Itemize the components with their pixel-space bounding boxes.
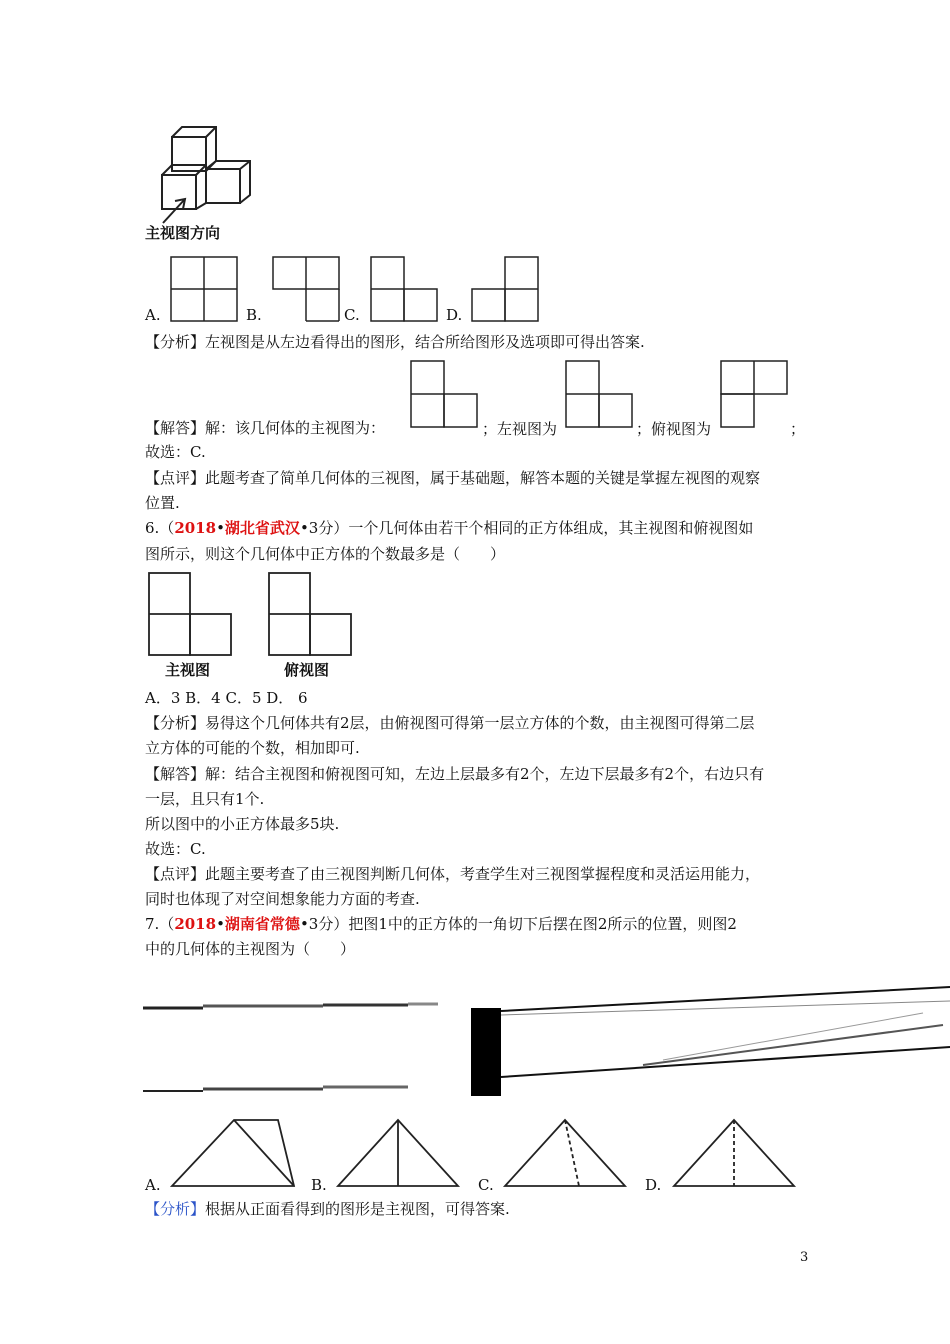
q5-option-b-label: B. bbox=[246, 306, 262, 324]
q6-solution-2: 一层，且只有1个. bbox=[145, 790, 265, 808]
q5-solution-prefix: 【解答】解：该几何体的主视图为： bbox=[145, 419, 386, 437]
q6-solution-1: 【解答】解：结合主视图和俯视图可知，左边上层最多有2个，左边下层最多有2个，右边只有 bbox=[145, 765, 765, 783]
q7-text-2: 中的几何体的主视图为（ ） bbox=[145, 940, 356, 958]
q6-score: •3分） bbox=[299, 519, 349, 537]
q7-option-a-figure bbox=[170, 1118, 300, 1190]
q6-comment-1: 【点评】此题主要考查了由三视图判断几何体，考查学生对三视图掌握程度和灵活运用能力， bbox=[145, 865, 761, 883]
q5-comment-2: 位置. bbox=[145, 494, 180, 512]
q7-analysis-text: 根据从正面看得到的图形是主视图，可得答案. bbox=[205, 1200, 510, 1218]
q6-main-view-caption: 主视图 bbox=[165, 661, 211, 679]
q6-top-view-figure bbox=[268, 572, 353, 657]
q5-option-d-figure bbox=[471, 256, 541, 322]
q7-option-b-figure bbox=[336, 1118, 466, 1190]
q7-analysis bbox=[145, 1199, 510, 1219]
q5-analysis: 【分析】左视图是从左边看得出的图形，结合所给图形及选项即可得出答案. bbox=[145, 333, 645, 351]
q5-figure-caption: 主视图方向 bbox=[145, 224, 221, 242]
q6-analysis-2: 立方体的可能的个数，相加即可. bbox=[145, 739, 360, 757]
q6-dot: • bbox=[216, 519, 225, 537]
q6-top-view-caption: 俯视图 bbox=[284, 661, 330, 679]
q6-analysis-1: 【分析】易得这个几何体共有2层，由俯视图可得第一层立方体的个数，由主视图可得第二层 bbox=[145, 714, 755, 732]
q6-solution-3: 所以图中的小正方体最多5块. bbox=[145, 815, 340, 833]
q6-place: 湖北省武汉 bbox=[224, 519, 300, 537]
q5-solution-top-text: ；俯视图为 bbox=[636, 420, 712, 438]
q5-solution-left-text: ；左视图为 bbox=[482, 420, 558, 438]
q5-solution-end: ； bbox=[790, 420, 806, 438]
q6-comment-2: 同时也体现了对空间想象能力方面的考查. bbox=[145, 890, 420, 908]
q6-text-1: 一个几何体由若干个相同的正方体组成，其主视图和俯视图如 bbox=[348, 519, 754, 537]
q5-option-a-label: A. bbox=[145, 306, 161, 324]
q7-text-1: 把图1中的正方体的一角切下后摆在图2所示的位置，则图2 bbox=[348, 915, 737, 933]
q5-choose: 故选：C. bbox=[145, 443, 206, 461]
q7-option-a-label: A. bbox=[145, 1176, 161, 1194]
q7-option-b-label: B. bbox=[311, 1176, 327, 1194]
q6-main-view-figure bbox=[148, 572, 233, 657]
q7-place: 湖南省常德 bbox=[224, 915, 300, 933]
q7-score: •3分） bbox=[299, 915, 349, 933]
q5-option-a-figure bbox=[170, 256, 240, 322]
q5-solution-left-view bbox=[565, 360, 635, 430]
q5-option-c-label: C. bbox=[344, 306, 360, 324]
q6-text-2: 图所示，则这个几何体中正方体的个数最多是（ ） bbox=[145, 545, 506, 563]
q6-choose: 故选：C. bbox=[145, 840, 206, 858]
q7-figure-garbled bbox=[143, 965, 950, 1095]
q6-options: A．3 B．4 C．5 D． 6 bbox=[145, 689, 308, 707]
q7-number: 7.（ bbox=[145, 915, 175, 933]
q7-option-c-label: C. bbox=[478, 1176, 494, 1194]
q6-year: 2018 bbox=[174, 519, 217, 537]
q5-solution-main-view bbox=[410, 360, 480, 430]
q5-option-b-figure bbox=[272, 256, 342, 322]
q7-option-d-figure bbox=[672, 1118, 802, 1190]
q6-stem-line-1 bbox=[145, 518, 753, 538]
q7-stem-line-1 bbox=[145, 914, 737, 934]
q7-option-d-label: D. bbox=[645, 1176, 662, 1194]
q5-comment-1: 【点评】此题考查了简单几何体的三视图，属于基础题，解答本题的关键是掌握左视图的观察 bbox=[145, 469, 761, 487]
q5-solution-top-view bbox=[720, 360, 790, 430]
q5-option-d-label: D. bbox=[446, 306, 463, 324]
q7-analysis-tag: 【分析】 bbox=[145, 1200, 206, 1218]
q7-option-c-figure bbox=[503, 1118, 633, 1190]
q6-number: 6.（ bbox=[145, 519, 175, 537]
q7-year: 2018 bbox=[174, 915, 217, 933]
q7-dot: • bbox=[216, 915, 225, 933]
page-number: 3 bbox=[800, 1250, 809, 1265]
q5-option-c-figure bbox=[370, 256, 440, 322]
